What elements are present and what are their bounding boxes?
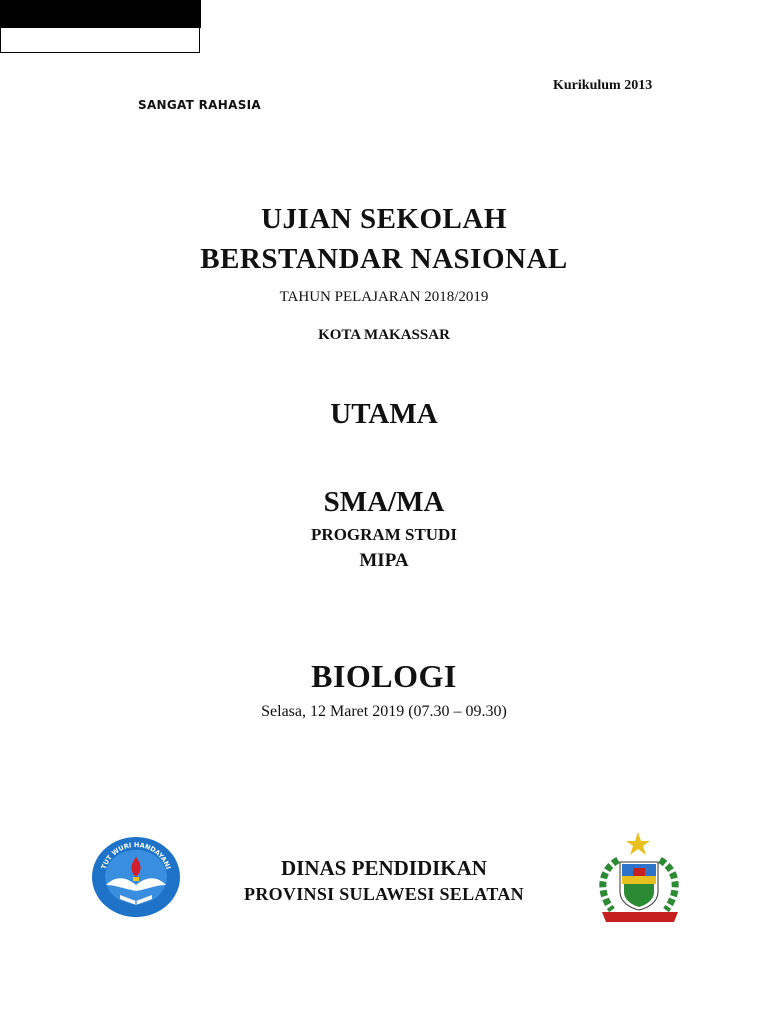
label-box (0, 28, 200, 53)
exam-title-line1: UJIAN SEKOLAH (261, 203, 507, 235)
exam-type: UTAMA (330, 398, 438, 430)
program-label: PROGRAM STUDI (311, 525, 457, 544)
subject-title: BIOLOGI (311, 658, 457, 694)
city-name: KOTA MAKASSAR (318, 327, 450, 343)
program-name: MIPA (359, 550, 409, 571)
sulawesi-selatan-emblem-icon (592, 830, 688, 926)
curriculum-label: Kurikulum 2013 (553, 78, 653, 93)
tut-wuri-handayani-logo-icon (90, 835, 182, 919)
academic-year: TAHUN PELAJARAN 2018/2019 (279, 289, 489, 305)
exam-title-line2: BERSTANDAR NASIONAL (200, 243, 568, 275)
exam-schedule: Selasa, 12 Maret 2019 (07.30 – 09.30) (261, 703, 507, 720)
agency-name: DINAS PENDIDIKAN (281, 856, 487, 880)
school-level: SMA/MA (323, 486, 445, 518)
classification-label: SANGAT RAHASIA (138, 98, 261, 112)
province-name: PROVINSI SULAWESI SELATAN (244, 884, 524, 904)
svg-text:TUT WURI HANDAYANI: TUT WURI HANDAYANI (99, 840, 173, 871)
redaction-bar (0, 0, 201, 28)
